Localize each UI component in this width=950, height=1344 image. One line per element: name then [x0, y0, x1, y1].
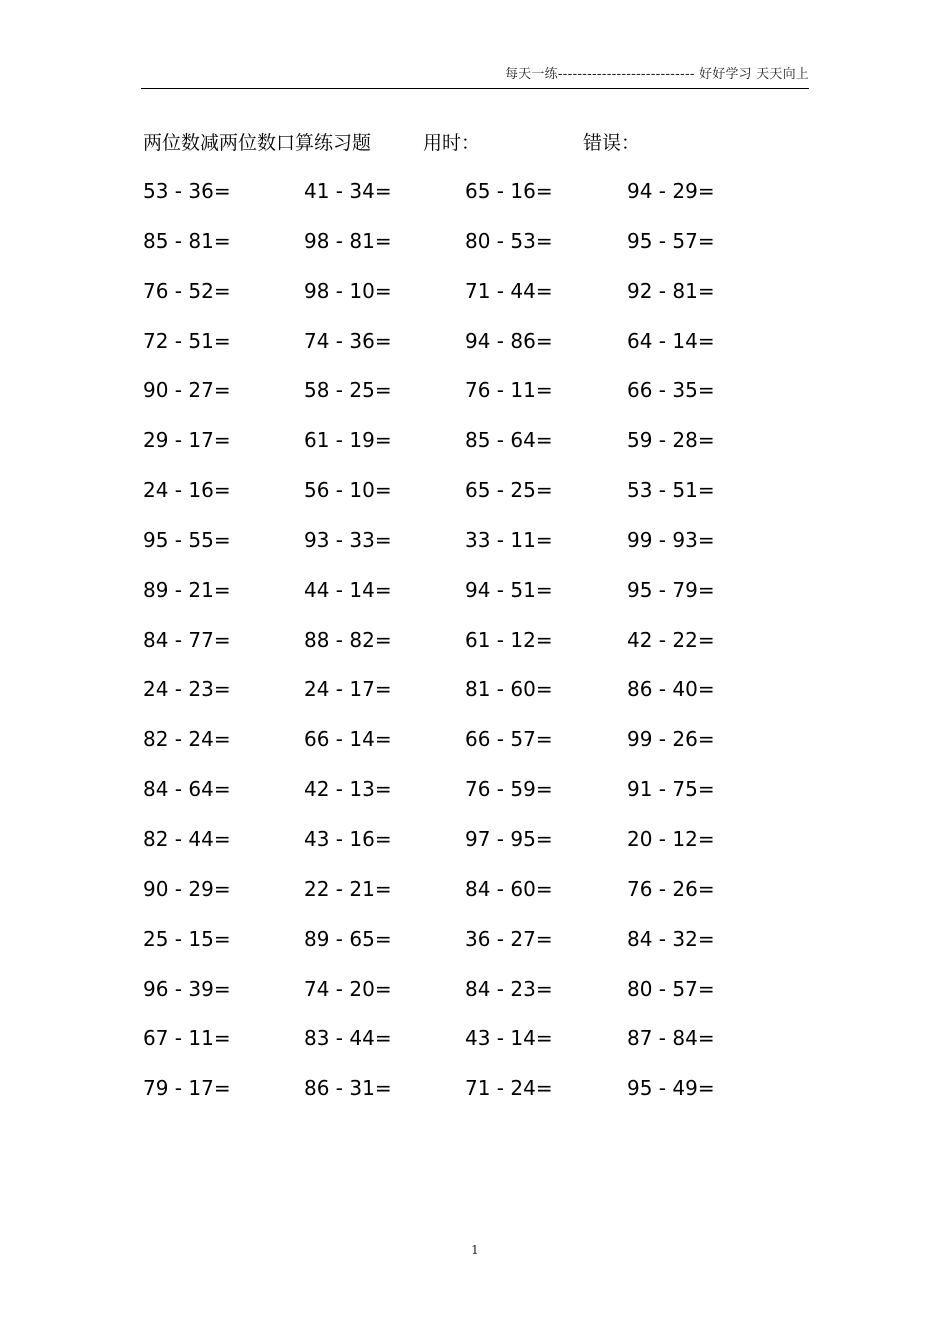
subtraction-problem: 96 - 39= [143, 976, 231, 1001]
page-number: 1 [471, 1243, 479, 1257]
subtraction-problem: 42 - 22= [627, 627, 715, 652]
subtraction-problem: 84 - 64= [143, 777, 231, 802]
subtraction-problem: 61 - 19= [304, 428, 392, 453]
subtraction-problem: 79 - 17= [143, 1076, 231, 1101]
subtraction-problem: 43 - 14= [465, 1026, 553, 1051]
subtraction-problem: 53 - 51= [627, 478, 715, 503]
subtraction-problem: 97 - 95= [465, 826, 553, 851]
subtraction-problem: 86 - 31= [304, 1076, 392, 1101]
subtraction-problem: 89 - 21= [143, 577, 231, 602]
problem-row [143, 1073, 787, 1123]
subtraction-problem: 71 - 24= [465, 1076, 553, 1101]
subtraction-problem: 95 - 49= [627, 1076, 715, 1101]
time-label: 用时： [423, 132, 481, 154]
problem-row [143, 874, 787, 924]
subtraction-problem: 76 - 52= [143, 278, 231, 303]
subtraction-problem: 94 - 29= [627, 179, 715, 203]
subtraction-problem: 84 - 60= [465, 876, 553, 901]
subtraction-problem: 95 - 57= [627, 228, 715, 253]
problem-row [143, 774, 787, 824]
subtraction-problem: 20 - 12= [627, 826, 715, 851]
problem-row [143, 824, 787, 874]
problem-row [143, 176, 787, 226]
subtraction-problem: 80 - 53= [465, 228, 553, 253]
subtraction-problem: 98 - 81= [304, 228, 392, 253]
problem-row [143, 276, 787, 326]
subtraction-problem: 24 - 17= [304, 677, 392, 702]
problem-row [143, 575, 787, 625]
subtraction-problem: 88 - 82= [304, 627, 392, 652]
subtraction-problem: 66 - 35= [627, 378, 715, 403]
problem-row [143, 525, 787, 575]
subtraction-problem: 90 - 27= [143, 378, 231, 403]
subtraction-problem: 58 - 25= [304, 378, 392, 403]
subtraction-problem: 81 - 60= [465, 677, 553, 702]
problem-row [143, 924, 787, 974]
subtraction-problem: 98 - 10= [304, 278, 392, 303]
subtraction-problem: 66 - 57= [465, 727, 553, 752]
subtraction-problem: 42 - 13= [304, 777, 392, 802]
problem-row [143, 674, 787, 724]
problem-row [143, 326, 787, 376]
subtraction-problem: 36 - 27= [465, 926, 553, 951]
subtraction-problem: 25 - 15= [143, 926, 231, 951]
subtraction-problem: 95 - 79= [627, 577, 715, 602]
subtraction-problem: 22 - 21= [304, 876, 392, 901]
problem-row [143, 375, 787, 425]
subtraction-problem: 65 - 25= [465, 478, 553, 503]
subtraction-problem: 67 - 11= [143, 1026, 231, 1051]
problem-row [143, 974, 787, 1024]
problem-row [143, 625, 787, 675]
problem-row [143, 425, 787, 475]
subtraction-problem: 66 - 14= [304, 727, 392, 752]
subtraction-problem: 94 - 51= [465, 577, 553, 602]
page-header [141, 64, 809, 88]
subtraction-problem: 74 - 36= [304, 328, 392, 353]
problem-grid [143, 176, 787, 1123]
subtraction-problem: 82 - 24= [143, 727, 231, 752]
subtraction-problem: 61 - 12= [465, 627, 553, 652]
subtraction-problem: 59 - 28= [627, 428, 715, 453]
subtraction-problem: 56 - 10= [304, 478, 392, 503]
subtraction-problem: 83 - 44= [304, 1026, 392, 1051]
title-row [143, 129, 763, 159]
subtraction-problem: 72 - 51= [143, 328, 231, 353]
errors-label: 错误： [583, 132, 641, 154]
header-text: 每天一练---------------------------- 好好学习 天天向上 [504, 67, 809, 82]
worksheet-title: 两位数减两位数口算练习题 [143, 132, 372, 154]
subtraction-problem: 76 - 26= [627, 876, 715, 901]
subtraction-problem: 29 - 17= [143, 428, 231, 453]
header-divider [141, 88, 809, 89]
subtraction-problem: 24 - 23= [143, 677, 231, 702]
subtraction-problem: 44 - 14= [304, 577, 392, 602]
subtraction-problem: 71 - 44= [465, 278, 553, 303]
subtraction-problem: 85 - 81= [143, 228, 231, 253]
subtraction-problem: 53 - 36= [143, 179, 231, 203]
subtraction-problem: 64 - 14= [627, 328, 715, 353]
subtraction-problem: 85 - 64= [465, 428, 553, 453]
subtraction-problem: 43 - 16= [304, 826, 392, 851]
subtraction-problem: 65 - 16= [465, 179, 553, 203]
subtraction-problem: 92 - 81= [627, 278, 715, 303]
subtraction-problem: 24 - 16= [143, 478, 231, 503]
problem-row [143, 1023, 787, 1073]
subtraction-problem: 84 - 32= [627, 926, 715, 951]
problem-row [143, 226, 787, 276]
subtraction-problem: 91 - 75= [627, 777, 715, 802]
subtraction-problem: 76 - 11= [465, 378, 553, 403]
subtraction-problem: 99 - 26= [627, 727, 715, 752]
subtraction-problem: 80 - 57= [627, 976, 715, 1001]
subtraction-problem: 74 - 20= [304, 976, 392, 1001]
subtraction-problem: 76 - 59= [465, 777, 553, 802]
subtraction-problem: 93 - 33= [304, 527, 392, 552]
problem-row [143, 475, 787, 525]
subtraction-problem: 86 - 40= [627, 677, 715, 702]
subtraction-problem: 84 - 77= [143, 627, 231, 652]
subtraction-problem: 95 - 55= [143, 527, 231, 552]
subtraction-problem: 99 - 93= [627, 527, 715, 552]
subtraction-problem: 90 - 29= [143, 876, 231, 901]
problem-row [143, 724, 787, 774]
subtraction-problem: 41 - 34= [304, 179, 392, 203]
subtraction-problem: 82 - 44= [143, 826, 231, 851]
subtraction-problem: 87 - 84= [627, 1026, 715, 1051]
subtraction-problem: 94 - 86= [465, 328, 553, 353]
subtraction-problem: 33 - 11= [465, 527, 553, 552]
subtraction-problem: 84 - 23= [465, 976, 553, 1001]
subtraction-problem: 89 - 65= [304, 926, 392, 951]
